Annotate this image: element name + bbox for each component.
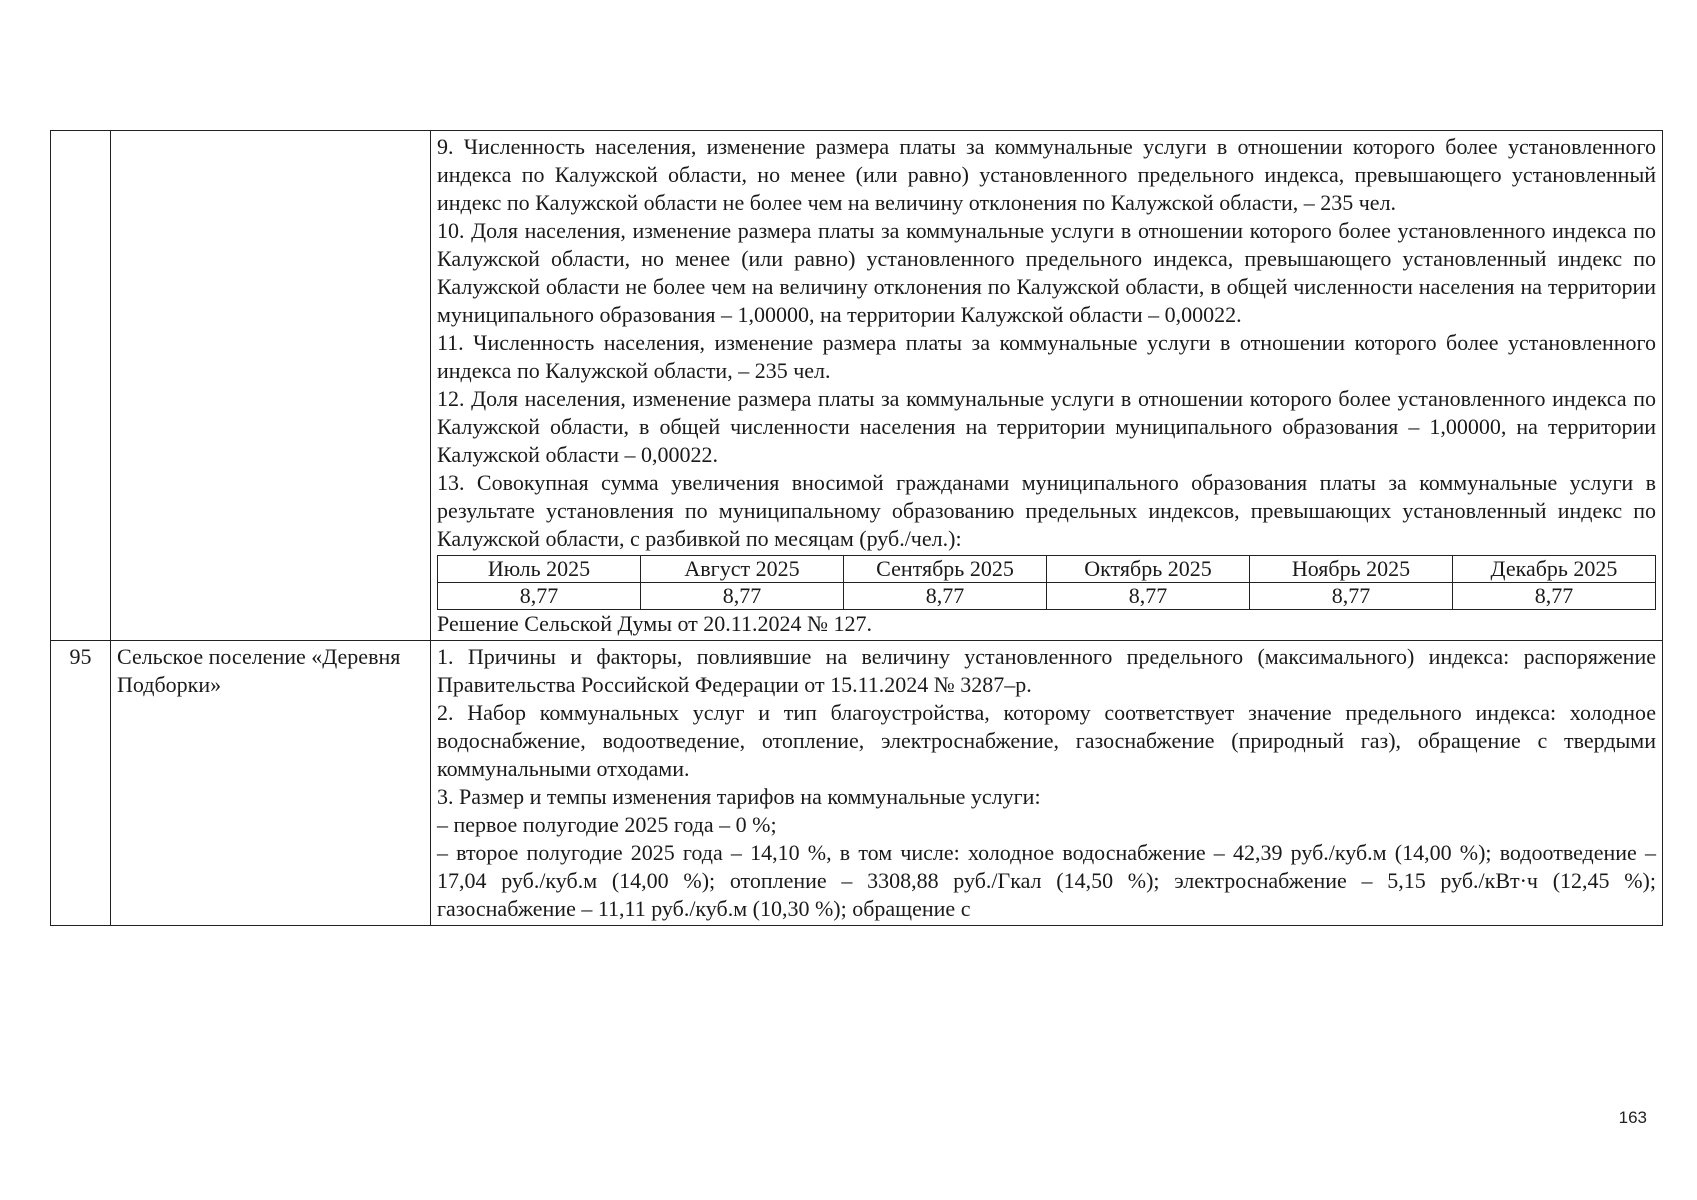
paragraph: 13. Совокупная сумма увеличения вносимой гражданами муниципального образования платы за коммунальные услуги в результате установления по муниципальному образованию предельных индексов, превышающих установленный индекс по Калужской области, с разбивкой по месяцам (руб./чел.): [437, 470, 1656, 551]
municipality-table [50, 130, 1663, 926]
month-header: Июль 2025 [438, 556, 641, 583]
row-number-cell: 95 [51, 641, 111, 926]
month-value: 8,77 [1453, 583, 1656, 610]
month-header: Сентябрь 2025 [844, 556, 1047, 583]
month-header: Ноябрь 2025 [1250, 556, 1453, 583]
description-cell [431, 131, 1663, 641]
paragraph: 11. Численность населения, изменение размера платы за коммунальные услуги в отношении которого более установленного индекса по Калужской области, – 235 чел. [437, 330, 1656, 383]
page-number: 163 [1618, 1108, 1647, 1127]
month-header-row [438, 556, 1656, 583]
municipality-name-cell [111, 131, 431, 641]
month-value: 8,77 [844, 583, 1047, 610]
decision-reference: Решение Сельской Думы от 20.11.2024 № 127. [437, 611, 872, 636]
description-cell [431, 641, 1663, 926]
row-number-cell [51, 131, 111, 641]
paragraph: 10. Доля населения, изменение размера платы за коммунальные услуги в отношении которого более установленного индекса по Калужской области, но менее (или равно) установленного предельного индекса, превышающего установленный индекс по Калужской области не более чем на величину отклонения по Калужской области, в общей численности населения на территории муниципального образования – 1,00000, на территории Калужской области – 0,00022. [437, 218, 1656, 327]
month-value: 8,77 [1047, 583, 1250, 610]
paragraph: 12. Доля населения, изменение размера платы за коммунальные услуги в отношении которого более установленного индекса по Калужской области, в общей численности населения на территории муниципального образования – 1,00000, на территории Калужской области – 0,00022. [437, 386, 1656, 467]
paragraph: 3. Размер и темпы изменения тарифов на коммунальные услуги: [437, 784, 1041, 809]
paragraph: 1. Причины и факторы, повлиявшие на величину установленного предельного (максимального) индекса: распоряжение Правительства Российской Федерации от 15.11.2024 № 3287–р. [437, 644, 1656, 697]
month-value: 8,77 [438, 583, 641, 610]
month-header: Октябрь 2025 [1047, 556, 1250, 583]
table-row [51, 131, 1663, 641]
month-value-row [438, 583, 1656, 610]
paragraph: 2. Набор коммунальных услуг и тип благоустройства, которому соответствует значение предельного индекса: холодное водоснабжение, водоотведение, отопление, электроснабжение, газоснабжение (природный газ), обращение с твердыми коммунальными отходами. [437, 700, 1656, 781]
municipality-name-cell: Сельское поселение «Деревня Подборки» [111, 641, 431, 926]
month-header: Август 2025 [641, 556, 844, 583]
paragraph: – второе полугодие 2025 года – 14,10 %, в том числе: холодное водоснабжение – 42,39 руб./куб.м (14,00 %); водоотведение – 17,04 руб./куб.м (14,00 %); отопление – 3308,88 руб./Гкал (14,50 %); электроснабжение – 5,15 руб./кВт·ч (12,45 %); газоснабжение – 11,11 руб./куб.м (10,30 %); обращение с [437, 840, 1656, 921]
table-row [51, 641, 1663, 926]
paragraph: – первое полугодие 2025 года – 0 %; [437, 812, 777, 837]
paragraph: 9. Численность населения, изменение размера платы за коммунальные услуги в отношении которого более установленного индекса по Калужской области, но менее (или равно) установленного предельного индекса, превышающего установленный индекс по Калужской области не более чем на величину отклонения по Калужской области, – 235 чел. [437, 134, 1656, 215]
month-value: 8,77 [641, 583, 844, 610]
month-value: 8,77 [1250, 583, 1453, 610]
month-header: Декабрь 2025 [1453, 556, 1656, 583]
monthly-amount-table [437, 555, 1656, 610]
